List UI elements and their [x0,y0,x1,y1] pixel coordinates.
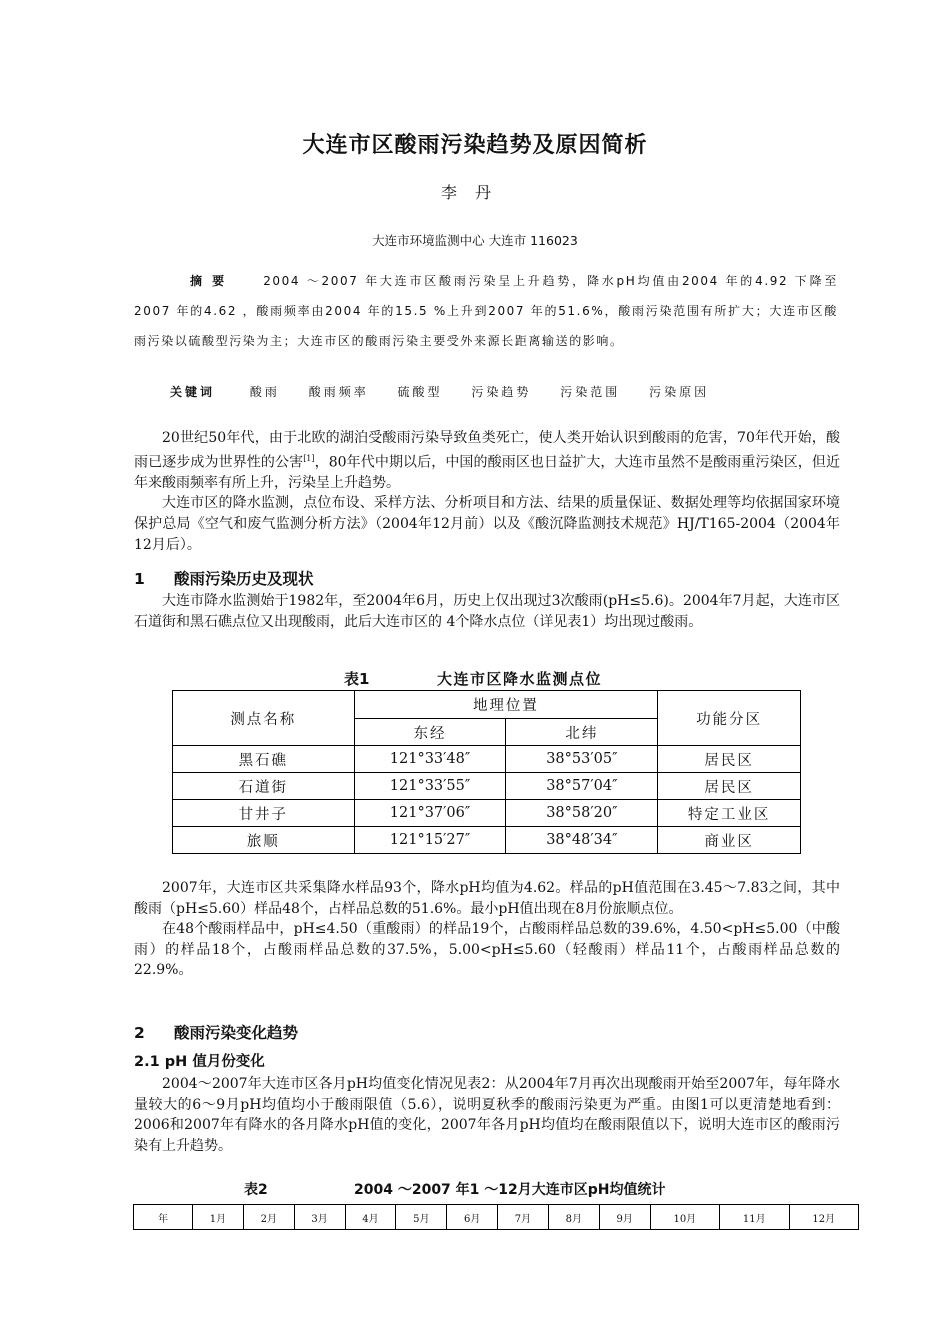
citation-ref: [1] [303,453,315,463]
table-2-header-row: 年 1月 2月 3月 4月 5月 6月 7月 8月 9月 10月 11月 12月 [134,1205,859,1230]
header-name: 测点名称 [173,691,355,746]
section-1-results [134,878,840,981]
section-1-heading: 1 酸雨污染历史及现状 [134,570,314,588]
author-name: 李丹 [440,183,509,202]
section-1-paragraph-2: 2007年，大连市区共采集降水样品93个，降水pH均值为4.62。样品的pH值范围在3.45～7.83之间，其中酸雨（pH≤5.60）样品48个，占样品总数的51.6%。最小pH值出现在8月份旅顺点位。 [134,880,840,917]
header-zone: 功能分区 [658,691,801,746]
table-1 [172,690,801,854]
section-2-1-heading: 2.1 pH 值月份变化 [134,1054,265,1070]
table-row: 甘井子 121°37′06″ 38°58′20″ 特定工业区 [173,800,801,827]
keyword: 污染原因 [649,385,710,399]
affiliation: 大连市环境监测中心 大连市 116023 [372,233,578,248]
header-east: 东经 [354,719,506,746]
keyword: 硫酸型 [397,385,443,399]
section-2-paragraph-1: 2004～2007年大连市区各月pH均值变化情况见表2：从2004年7月再次出现酸雨开始至2007年，每年降水量较大的6～9月pH均值均小于酸雨限值（5.6），说明夏秋季的酸雨污染更为严重。由图1可以更清楚地看到：2006和2007年有降水的各月降水pH值的变化，2007年各月pH均值均在酸雨限值以下，说明大连市区的酸雨污染有上升趋势。 [134,1076,840,1154]
table-1-label: 表1 [344,670,370,688]
section-2-heading: 2 酸雨污染变化趋势 [134,1024,299,1042]
header-geo: 地理位置 [354,691,658,719]
intro-section [134,428,840,555]
table-1-caption: 大连市区降水监测点位 [437,670,603,688]
section-1-body [134,591,840,632]
table-row: 石道街 121°33′55″ 38°57′04″ 居民区 [173,773,801,800]
keywords [170,383,850,400]
intro-paragraph-2: 大连市区的降水监测，点位布设、采样方法、分析项目和方法、结果的质量保证、数据处理等均依据国家环境保护总局《空气和废气监测分析方法》（2004年12月前）以及《酸沉降监测技术规范》HJ/T165-2004（2004年12月后）。 [134,495,840,553]
abstract [134,266,838,356]
intro-paragraph-1: 20世纪50年代，由于北欧的湖泊受酸雨污染导致鱼类死亡，使人类开始认识到酸雨的危害，70年代开始，酸雨已逐步成为世界性的公害[1]，80年代中期以后，中国的酸雨区也日益扩大，大连市虽然不是酸雨重污染区，但近年来酸雨频率有所上升，污染呈上升趋势。 [134,430,841,491]
section-2-body [134,1074,840,1156]
section-1-paragraph-3: 在48个酸雨样品中，pH≤4.50（重酸雨）的样品19个，占酸雨样品总数的39.6%，4.50<pH≤5.00（中酸雨）的样品18个，占酸雨样品总数的37.5%，5.00<pH≤5.60（轻酸雨）样品11个，占酸雨样品总数的22.9%。 [134,921,840,979]
table-row: 黑石礁 121°33′48″ 38°53′05″ 居民区 [173,746,801,773]
table-2-caption: 2004 ～2007 年1 ～12月大连市区pH均值统计 [354,1182,666,1198]
paper-title: 大连市区酸雨污染趋势及原因简析 [302,133,648,158]
keywords-label: 关键词 [170,385,216,399]
table-row: 旅顺 121°15′27″ 38°48′34″ 商业区 [173,827,801,854]
keyword: 污染趋势 [471,385,532,399]
abstract-text: 2004 ～2007 年大连市区酸雨污染呈上升趋势，降水pH均值由2004 年的4.92 下降至2007 年的4.62 ，酸雨频率由2004 年的15.5 %上升到2007 年的51.6%，酸雨污染范围有所扩大；大连市区酸雨污染以硫酸型污染为主；大连市区的酸雨污染主要受外来源长距离输送的影响。 [134,274,838,348]
table-2 [133,1204,859,1230]
keyword: 污染范围 [560,385,621,399]
section-1-paragraph-1: 大连市降水监测始于1982年，至2004年6月，历史上仅出现过3次酸雨(pH≤5.6)。2004年7月起，大连市区石道街和黑石礁点位又出现酸雨，此后大连市区的 4个降水点位（详见表1）均出现过酸雨。 [134,593,840,630]
keyword: 酸雨频率 [308,385,369,399]
header-north: 北纬 [506,719,658,746]
keyword: 酸雨 [249,385,280,399]
abstract-label: 摘 要 [190,274,228,288]
table-2-label: 表2 [244,1182,268,1198]
